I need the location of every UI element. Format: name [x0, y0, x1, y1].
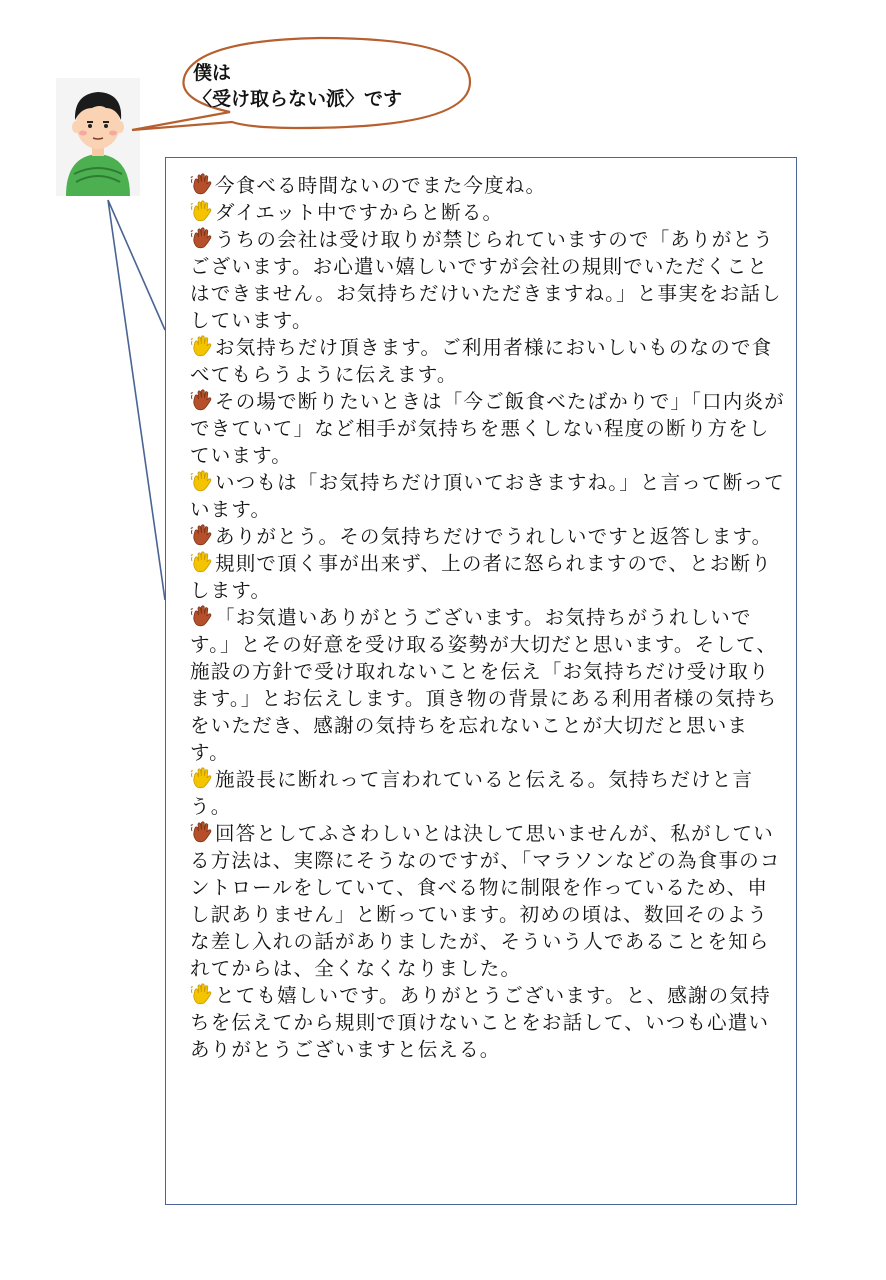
- brown-hand-icon: [190, 820, 214, 844]
- item-text: 施設長に断れって言われていると伝える。気持ちだけと言う。: [190, 768, 754, 818]
- brown-hand-icon: [190, 388, 214, 412]
- list-item: [190, 469, 786, 523]
- list-item: [190, 982, 786, 1063]
- bubble-line-2: 〈受け取らない派〉です: [193, 88, 403, 110]
- item-text: その場で断りたいときは「今ご飯食べたばかりで」「口内炎ができていて」など相手が気持ちを悪くしない程度の断り方をしています。: [190, 390, 785, 467]
- item-text: ダイエット中ですからと断る。: [215, 201, 504, 224]
- list-item: [190, 766, 786, 820]
- item-text: 今食べる時間ないのでまた今度ね。: [215, 174, 547, 197]
- item-text: いつもは「お気持ちだけ頂いておきますね。」と言って断っています。: [190, 471, 785, 521]
- brown-hand-icon: [190, 523, 214, 547]
- yellow-hand-icon: [190, 982, 214, 1006]
- list-item: [190, 226, 786, 334]
- item-text: 規則で頂く事が出来ず、上の者に怒られますので、とお断りします。: [190, 552, 772, 602]
- list-item: [190, 523, 786, 550]
- list-item: [190, 334, 786, 388]
- brown-hand-icon: [190, 226, 214, 250]
- comments-list: [190, 172, 786, 1063]
- brown-hand-icon: [190, 604, 214, 628]
- bubble-line-1: 僕は: [193, 62, 232, 84]
- item-text: 回答としてふさわしいとは決して思いませんが、私がしている方法は、実際にそうなのですが、「マラソンなどの為食事のコントロールをしていて、食べる物に制限を作っているため、申し訳ありません」と断っています。初めの頃は、数回そのような差し入れの話がありましたが、そういう人であることを知られてからは、全くなくなりました。: [190, 822, 781, 980]
- speech-bubble-text: [193, 60, 402, 112]
- list-item: [190, 820, 786, 982]
- yellow-hand-icon: [190, 199, 214, 223]
- item-text: お気持ちだけ頂きます。ご利用者様においしいものなので食べてもらうように伝えます。: [190, 336, 773, 386]
- yellow-hand-icon: [190, 469, 214, 493]
- item-text: うちの会社は受け取りが禁じられていますので「ありがとうございます。お心遣い嬉しいですが会社の規則でいただくことはできません。お気持ちだけいただきますね。」と事実をお話ししています。: [190, 228, 782, 332]
- yellow-hand-icon: [190, 550, 214, 574]
- list-item: [190, 199, 786, 226]
- yellow-hand-icon: [190, 334, 214, 358]
- yellow-hand-icon: [190, 766, 214, 790]
- item-text: ありがとう。その気持ちだけでうれしいですと返答します。: [215, 525, 773, 548]
- item-text: とても嬉しいです。ありがとうございます。と、感謝の気持ちを伝えてから規則で頂けないことをお話して、いつも心遣いありがとうございますと伝える。: [190, 984, 771, 1061]
- item-text: 「お気遣いありがとうございます。お気持ちがうれしいです。」とその好意を受け取る姿勢が大切だと思います。そして、施設の方針で受け取れないことを伝え「お気持ちだけ受け取ります。」とお伝えします。頂き物の背景にある利用者様の気持ちをいただき、感謝の気持ちを忘れないことが大切だと思います。: [190, 606, 778, 764]
- list-item: [190, 604, 786, 766]
- list-item: [190, 550, 786, 604]
- list-item: [190, 172, 786, 199]
- brown-hand-icon: [190, 172, 214, 196]
- list-item: [190, 388, 786, 469]
